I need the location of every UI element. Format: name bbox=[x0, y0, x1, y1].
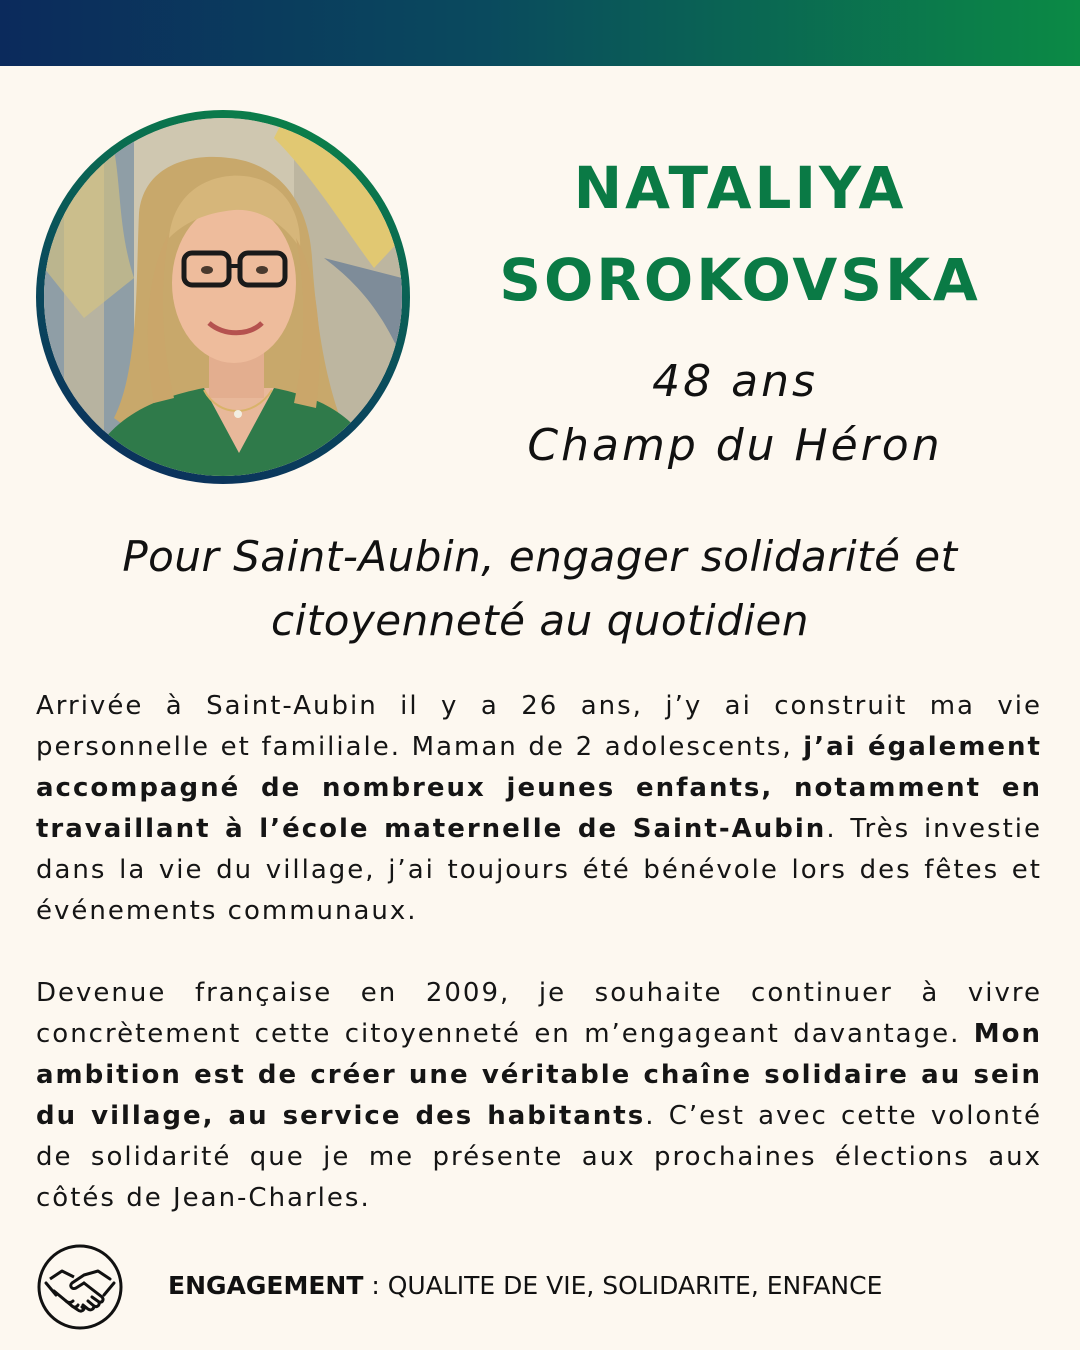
bio-p2-text-end: . C’est avec cette volonté de solidarité que je me présente aux prochaines élections aux côtés de Jean-Charles. bbox=[36, 1101, 1043, 1213]
engagement-separator: : bbox=[363, 1271, 388, 1300]
biography bbox=[36, 686, 1042, 1260]
bio-p1-text: Arrivée à Saint-Aubin il y a 26 ans, j’y ai construit ma vie personnelle et familiale. Maman de 2 adolescents, bbox=[36, 691, 1042, 762]
candidate-last-name: SOROKOVSKA bbox=[499, 246, 981, 314]
engagement-line bbox=[168, 1266, 882, 1306]
handshake-icon bbox=[36, 1243, 124, 1331]
candidate-portrait bbox=[44, 118, 402, 476]
candidate-neighborhood: Champ du Héron bbox=[527, 420, 943, 471]
engagement-value: QUALITE DE VIE, SOLIDARITE, ENFANCE bbox=[387, 1271, 883, 1300]
tagline bbox=[30, 525, 1050, 653]
tagline-line-1: Pour Saint-Aubin, engager solidarité et bbox=[122, 532, 958, 581]
bio-p2-text: Devenue française en 2009, je souhaite continuer à vivre concrètement cette citoyenneté en m’engageant davantage. bbox=[36, 978, 1042, 1049]
engagement-label: ENGAGEMENT bbox=[168, 1271, 364, 1300]
candidate-details bbox=[440, 350, 1030, 478]
candidate-age: 48 ans bbox=[652, 356, 818, 407]
bio-p2-highlight: Mon ambition est de créer une véritable chaîne solidaire au sein du village, au service des habitants bbox=[36, 1019, 1042, 1131]
bio-p1-highlight: j’ai également accompagné de nombreux jeunes enfants, notamment en travaillant à l’école maternelle de Saint-Aubin bbox=[36, 732, 1042, 844]
tagline-line-2: citoyenneté au quotidien bbox=[271, 596, 809, 645]
portrait-frame bbox=[36, 110, 410, 484]
candidate-name bbox=[440, 142, 1040, 326]
biography-paragraph-1 bbox=[36, 686, 1042, 932]
bio-p1-text-end: . Très investie dans la vie du village, j’ai toujours été bénévole lors des fêtes et événements communaux. bbox=[36, 814, 1042, 926]
candidate-first-name: NATALIYA bbox=[573, 154, 907, 222]
biography-paragraph-2 bbox=[36, 973, 1042, 1219]
top-gradient-bar bbox=[0, 0, 1080, 66]
